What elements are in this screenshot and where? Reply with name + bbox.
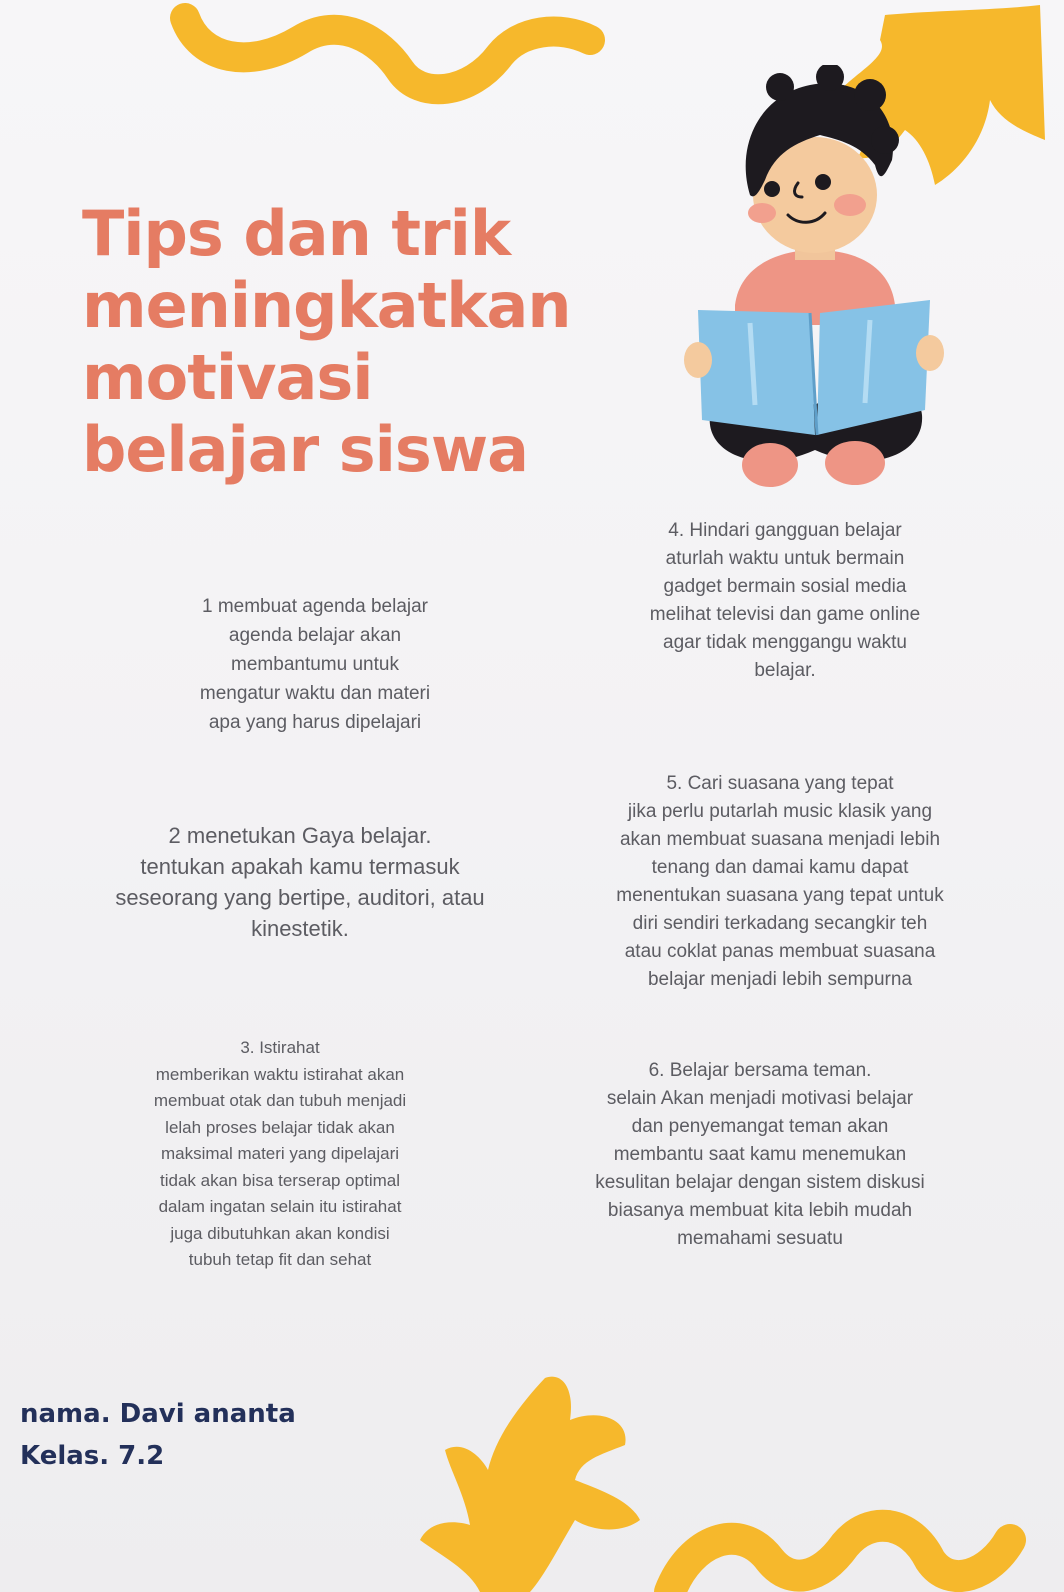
title-line: belajar siswa [82,413,528,486]
tip-6-text: biasanya membuat kita lebih mudah [607,1200,913,1221]
tip-4-text: belajar. [754,660,816,681]
tip-5-text: tenang dan damai kamu dapat [651,857,909,878]
tip-5 [570,770,990,994]
tip-2 [70,820,530,944]
tip-2-text: seseorang yang bertipe, auditori, atau [115,885,485,910]
tip-4-text: aturlah waktu untuk bermain [665,548,905,569]
tip-3 [100,1035,460,1274]
tip-5-text: belajar menjadi lebih sempurna [647,969,913,990]
tip-5-text: diri sendiri terkadang secangkir teh [632,913,928,934]
title-line: Tips dan trik [82,197,511,270]
bottom-splash-shape [420,1377,640,1592]
tip-1-text: membantumu untuk [231,654,399,675]
tip-1-text: agenda belajar akan [228,625,402,646]
bottom-wave-shape [670,1526,1010,1592]
tip-5-text: atau coklat panas membuat suasana [624,941,936,962]
student-info [20,1393,296,1477]
tip-3-text: tidak akan bisa terserap optimal [159,1170,401,1190]
tip-2-heading: 2 menetukan Gaya belajar. [168,823,432,848]
tip-4 [600,517,970,685]
tip-6-text: membantu saat kamu menemukan [613,1144,907,1165]
tip-6-text: dan penyemangat teman akan [631,1116,889,1137]
tip-3-heading: 3. Istirahat [240,1038,320,1057]
tip-3-text: memberikan waktu istirahat akan [155,1064,405,1084]
tip-6-text: selain Akan menjadi motivasi belajar [606,1088,914,1109]
tip-1-text: mengatur waktu dan materi [199,683,431,704]
tip-5-text: jika perlu putarlah music klasik yang [627,801,933,822]
tip-3-text: dalam ingatan selain itu istirahat [158,1197,402,1216]
tip-1-text: apa yang harus dipelajari [208,712,422,733]
tip-4-heading: 4. Hindari gangguan belajar [668,520,902,541]
child-reading-book-illustration [680,65,950,495]
student-name: nama. Davi ananta [20,1399,296,1429]
tip-2-text: tentukan apakah kamu termasuk [140,854,460,879]
tip-4-text: agar tidak menggangu waktu [663,632,907,653]
tip-5-heading: 5. Cari suasana yang tepat [666,773,894,794]
title-line: meningkatkan [82,269,571,342]
tip-3-text: juga dibutuhkan akan kondisi [170,1223,390,1243]
tip-3-text: tubuh tetap fit dan sehat [188,1250,372,1269]
tip-1 [150,592,480,737]
tip-3-text: membuat otak dan tubuh menjadi [153,1091,407,1110]
tip-2-text: kinestetik. [251,916,349,941]
tip-6-heading: 6. Belajar bersama teman. [648,1060,872,1081]
tip-3-text: lelah proses belajar tidak akan [165,1117,395,1137]
poster-title [82,198,602,486]
tip-5-text: akan membuat suasana menjadi lebih [619,829,941,850]
tip-5-text: menentukan suasana yang tepat untuk [616,885,944,906]
tip-3-text: maksimal materi yang dipelajari [160,1144,400,1163]
student-class: Kelas. 7.2 [20,1441,165,1471]
title-line: motivasi [82,341,373,414]
tip-6 [545,1057,975,1253]
tip-4-text: gadget bermain sosial media [663,576,907,597]
tip-1-heading: 1 membuat agenda belajar [201,596,429,617]
top-squiggle-shape [185,18,590,89]
tip-4-text: melihat televisi dan game online [649,604,921,625]
tip-6-text: memahami sesuatu [677,1228,843,1249]
child-eye-left [764,181,780,197]
child-eye-right [815,174,831,190]
tip-6-text: kesulitan belajar dengan sistem diskusi [595,1172,925,1193]
